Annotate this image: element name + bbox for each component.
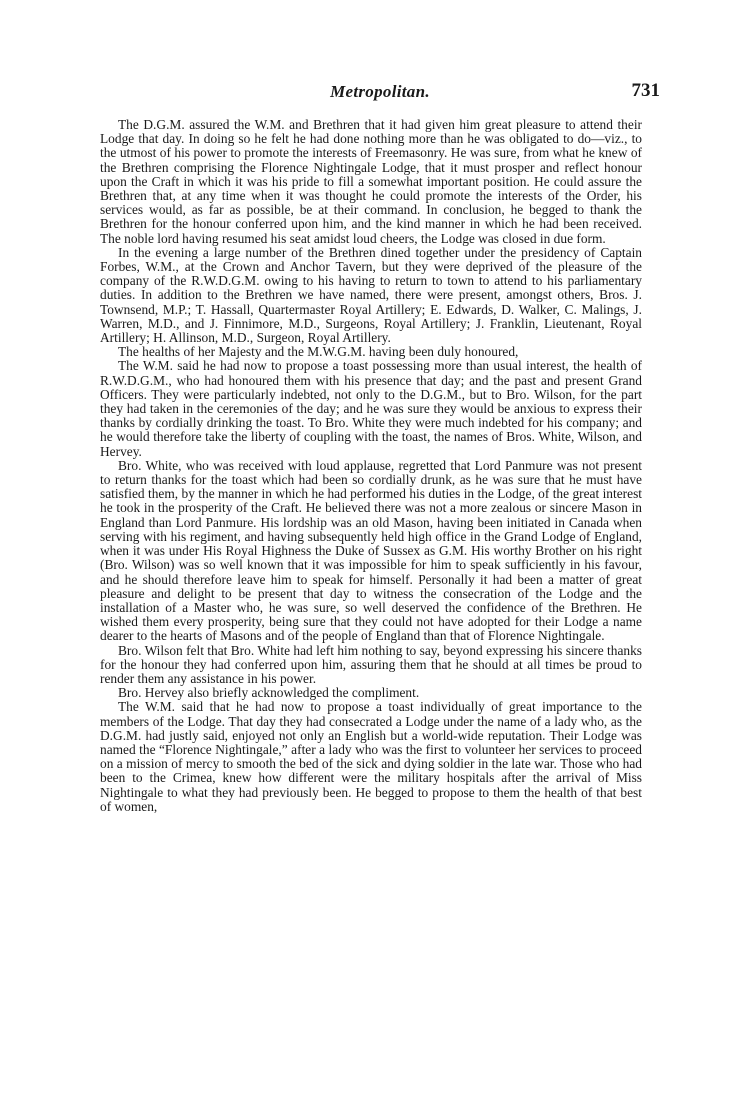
paragraph-dgm-reply: The D.G.M. assured the W.M. and Brethren that it had given him great pleasure to attend their Lodge that day. In doing so he felt he had done nothing more than he was obligated to do—viz., to the utmost of his power to promote the interests of Freemasonry. He was sure, from what he knew of the Brethren comprising the Florence Nightingale Lodge, that it must prosper and reflect honour upon the Craft in which it was his pride to fill a somewhat important position. He could assure the Brethren that, at any time when it was thought he could promote the interests of the Order, his services would, as far as possible, be at their command. In conclusion, he begged to thank the Brethren for the honour conferred upon him, and the kind manner in which he had been received. The noble lord having resumed his seat amidst loud cheers, the Lodge was closed in due form. [100, 117, 642, 246]
paragraph-nightingale-toast: The W.M. said that he had now to propose a toast individually of great importance to the members of the Lodge. That day they had consecrated a Lodge under the name of a lady who, as the D.G.M. had justly said, enjoyed not only an English but a world-wide reputation. Their Lodge was named the “Florence Nightingale,” after a lady who was the first to volunteer her services to proceed on a mission of mercy to smooth the bed of the sick and dying soldier in the late war. Those who had been to the Crimea, knew how different were the military hospitals after the arrival of Miss Nightingale to what they had previously been. He begged to propose to them the health of that best of women, [100, 699, 642, 814]
paragraph-bro-wilson: Bro. Wilson felt that Bro. White had left him nothing to say, beyond expressing his sincere thanks for the honour they had conferred upon him, assuring them that he should at all times be proud to render them any assistance in his power. [100, 642, 642, 686]
running-title: Metropolitan. [330, 82, 430, 101]
page-number: 731 [631, 80, 660, 101]
paragraph-bro-hervey: Bro. Hervey also briefly acknowledged the compliment. [118, 685, 420, 701]
paragraph-bro-white: Bro. White, who was received with loud applause, regretted that Lord Panmure was not present to return thanks for the toast which had been so cordially drunk, as he was sure that he must have satisfied them, by the manner in which he had performed his duties in the Lodge, of the great interest he took in the prosperity of the Craft. He believed there was not a more zealous or sincere Mason in England than Lord Panmure. His lordship was an old Mason, having been initiated in Canada when serving with his regiment, and having subsequently held high office in the Grand Lodge of England, when it was under His Royal Highness the Duke of Sussex as G.M. His worthy Brother on his right (Bro. Wilson) was so well known that it was impossible for him to speak sufficiently in his favour, and he should therefore leave him to speak for himself. Personally it had been a matter of great pleasure and delight to be present that day to witness the consecration of the Lodge and the installation of a Master who, he was sure, so well deserved the confidence of the Brethren. He wished them every prosperity, being sure that they could not have adopted for their Lodge a name dearer to the hearts of Masons and of the people of England than that of Florence Nightingale. [100, 457, 642, 644]
paragraph-loyal-toasts: The healths of her Majesty and the M.W.G.M. having been duly honoured, [118, 344, 519, 360]
page-header [100, 82, 660, 106]
paragraph-wm-toast: The W.M. said he had now to propose a toast possessing more than usual interest, the health of R.W.D.G.M., who had honoured them with his presence that day; and the past and present Grand Officers. They were particularly indebted, not only to the D.G.M., but to Bro. Wilson, for the part they had taken in the ceremonies of the day; and he was sure they would be anxious to express their thanks by cordially drinking the toast. To Bro. White they were much indebted for his company; and he would therefore take the liberty of coupling with the toast, the names of Bros. White, Wilson, and Hervey. [100, 358, 642, 459]
article-body [100, 118, 642, 814]
paragraph-evening-dinner: In the evening a large number of the Brethren dined together under the presidency of Captain Forbes, W.M., at the Crown and Anchor Tavern, but they were deprived of the pleasure of the company of the R.W.D.G.M. owing to his having to return to town to attend to his parliamentary duties. In addition to the Brethren we have named, there were present, amongst others, Bros. J. Townsend, M.P.; T. Hassall, Quartermaster Royal Artillery; E. Edwards, D. Walker, C. Malings, J. Warren, M.D., and J. Finnimore, M.D., Surgeons, Royal Artillery; J. Franklin, Lieutenant, Royal Artillery; H. Allinson, M.D., Surgeon, Royal Artillery. [100, 244, 642, 346]
